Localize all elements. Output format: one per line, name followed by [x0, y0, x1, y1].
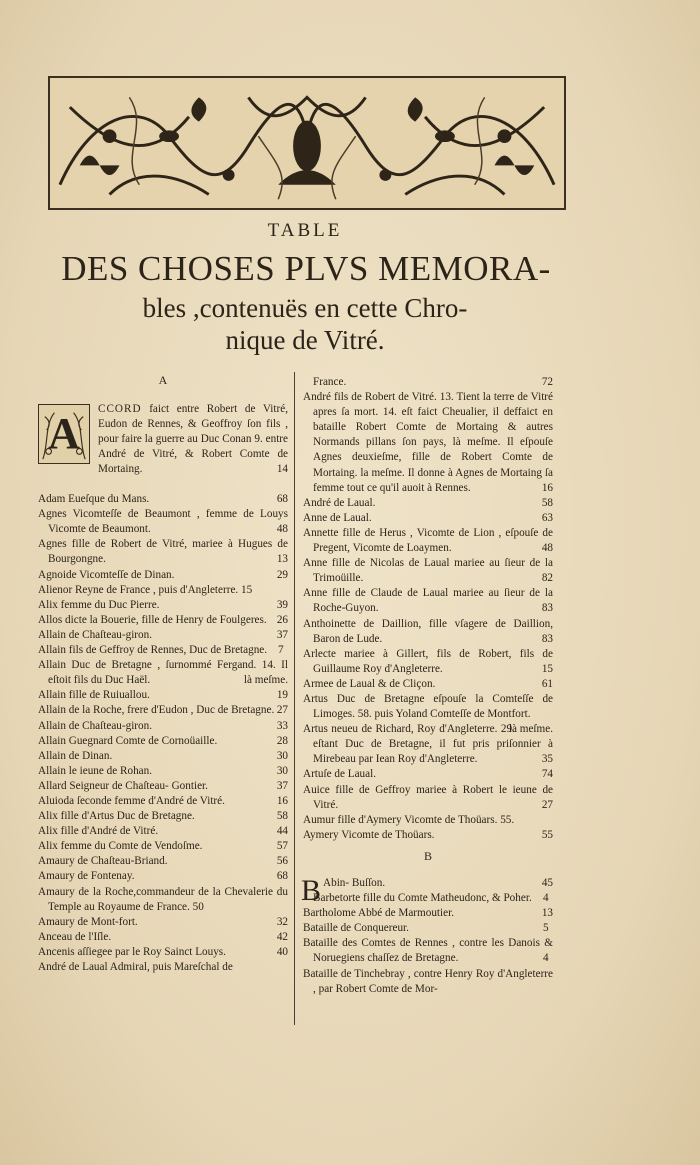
index-entry — [38, 598, 288, 613]
entry-page-number: 57 — [276, 840, 288, 853]
entry-page-number: 39 — [276, 598, 288, 611]
entry-text: Aymery Vicomte de Thoüars. — [303, 828, 435, 841]
entry-text: Amaury de Fontenay. — [38, 870, 135, 883]
entry-page-number: 19 — [276, 689, 288, 702]
right-column — [303, 375, 553, 997]
entry-page-number: 33 — [276, 719, 288, 732]
entry-page-number: 30 — [276, 749, 288, 762]
entry-page-number: là meſme. — [243, 674, 288, 687]
entry-page-number: 68 — [276, 493, 288, 506]
entry-page-number: 61 — [541, 677, 553, 690]
index-entry — [303, 647, 553, 677]
entry-page-number: 5 — [543, 922, 549, 935]
index-entry — [38, 945, 288, 960]
entry-page-number: 32 — [276, 915, 288, 928]
entry-text: Alix femme du Duc Pierre. — [38, 598, 160, 611]
left-entry-list — [38, 492, 288, 975]
entry-text: Bartholome Abbé de Marmoutier. — [303, 907, 454, 920]
entry-page-number: 28 — [276, 734, 288, 747]
entry-text: France. — [313, 376, 347, 388]
index-entry — [38, 507, 288, 537]
index-entry — [303, 813, 553, 828]
entry-text: Allos dicte la Bouerie, fille de Henry de Foulgeres. — [38, 613, 267, 626]
entry-page-number: 30 — [276, 764, 288, 777]
index-entry — [38, 537, 288, 567]
entry-text: Allain de Dinan. — [38, 749, 113, 762]
index-entry — [38, 794, 288, 809]
entry-text: Ancenis aſſiegee par le Roy Sainct Louys. — [38, 945, 226, 958]
first-entry-page: 14 — [276, 463, 288, 476]
index-entry — [38, 583, 288, 598]
index-entry — [38, 734, 288, 749]
entry-page-number: 63 — [541, 511, 553, 524]
index-entry — [38, 930, 288, 945]
index-entry — [38, 749, 288, 764]
section-letter-b: B — [423, 848, 432, 863]
entry-text: Auice fille de Geffroy mariee à Robert le ieune de Vitré. — [303, 783, 553, 811]
entry-page-number: 44 — [276, 825, 288, 838]
entry-text: Agnoide Vicomteſſe de Dinan. — [38, 568, 175, 581]
index-entry — [303, 891, 553, 906]
entry-text: Annette fille de Herus , Vicomte de Lion , eſpouſe de Pregent, Vicomte de Loaymen. — [303, 526, 553, 555]
index-entry — [38, 613, 288, 628]
entry-text: Allain Duc de Bretagne , ſurnommé Fergand. 14. Il eſtoit fils du Duc Haël. — [38, 659, 288, 687]
index-entry — [303, 767, 553, 782]
entry-text: Allard Seigneur de Chaſteau- Gontier. — [38, 779, 208, 792]
index-entry — [38, 824, 288, 839]
entry-text: Amaury de la Roche,commandeur de la Chevalerie du Temple au Royaume de France. 50 — [38, 885, 288, 913]
entry-page-number: 7 — [278, 644, 284, 657]
entry-page-number: 27 — [541, 798, 553, 811]
index-entry — [38, 628, 288, 643]
index-entry — [303, 722, 553, 767]
index-entry — [303, 783, 553, 813]
index-entry — [38, 854, 288, 869]
index-entry — [303, 828, 553, 843]
entry-text: Amaury de Mont-fort. — [38, 915, 138, 928]
index-entry — [38, 869, 288, 884]
entry-text: Allain fille de Ruiuallou. — [38, 689, 150, 702]
entry-text: Alienor Reyne de France , puis d'Angleterre. 15 — [38, 583, 253, 596]
column-divider — [294, 372, 295, 1025]
entry-page-number: 55 — [541, 828, 553, 841]
entry-text: Alix fille d'André de Vitré. — [38, 825, 159, 838]
right-entry-list-a — [303, 375, 553, 843]
entry-page-number: 56 — [276, 855, 288, 868]
entry-page-number: 37 — [276, 628, 288, 641]
right-entry-list-b — [303, 891, 553, 997]
index-entry — [303, 390, 553, 496]
index-entry — [303, 617, 553, 647]
index-entry — [38, 960, 288, 975]
entry-text: Bataille des Comtes de Rennes , contre les Danois & Noruegiens chaſſez de Bretagne. — [303, 937, 553, 965]
index-entry — [303, 556, 553, 586]
entry-text: Allain de Chaſteau-giron. — [38, 628, 153, 641]
left-column — [38, 373, 288, 975]
index-entry — [38, 915, 288, 930]
entry-page-number: 83 — [541, 632, 553, 645]
entry-text: Agnes Vicomteſſe de Beaumont , femme de Louys Vicomte de Beaumont. — [38, 508, 288, 536]
entry-page-number: 40 — [276, 945, 288, 958]
entry-page-number: 13 — [276, 553, 288, 566]
main-title: DES CHOSES PLVS MEMORA- — [61, 249, 551, 288]
entry-page-number: 4 — [543, 952, 549, 965]
index-entry — [303, 967, 553, 997]
index-entry — [38, 688, 288, 703]
first-b-entry-page: 45 — [541, 877, 553, 889]
index-entry — [303, 677, 553, 692]
entry-page-number: 42 — [276, 930, 288, 943]
entry-text: Allain de la Roche, frere d'Eudon , Duc de Bretagne. — [38, 704, 275, 717]
entry-text: Barbetorte fille du Comte Matheudonc, & Poher. — [313, 892, 532, 905]
entry-page-number: 58 — [276, 810, 288, 823]
entry-page-number: 27 — [276, 704, 288, 717]
entry-page-number: 58 — [541, 496, 553, 509]
entry-text: Artus Duc de Bretagne eſpouſe la Comteſſe de Limoges. 58. puis Yoland Comteſſe de Montfort. — [303, 692, 553, 721]
index-entry — [303, 692, 553, 736]
entry-page-number: 82 — [541, 572, 553, 585]
section-letter-a: A — [158, 373, 168, 387]
index-entry — [38, 779, 288, 794]
subtitle-line-2: nique de Vitré. — [225, 325, 385, 355]
entry-text: André fils de Robert de Vitré. 13. Tient la terre de Vitré apres ſa mort. 14. eſt faict Cheualier, il deffaict en bataille Robert Comte de Mortaing & autres Normands pillans ſon pays, là meſme. Il eſpouſe Agnes deuxieſme, fille de Robert Comte de Mortaing. la meſme. Il donne à Agnes de Mortaing ſa femme tout ce qu'il auoit à Rennes. — [303, 391, 553, 494]
index-entry — [38, 658, 288, 688]
entry-page-number: 37 — [276, 779, 288, 792]
entry-text: Bataille de Conquereur. — [303, 922, 409, 935]
entry-text: André de Laual Admiral, puis Mareſchal de — [38, 961, 233, 973]
entry-page-number: 13 — [541, 907, 553, 920]
table-heading: TABLE — [267, 220, 343, 241]
first-entry-lead: CCORD — [98, 403, 142, 416]
entry-page-number: 83 — [541, 602, 553, 615]
entry-text: Allain fils de Geffroy de Rennes, Duc de Bretagne. — [38, 644, 268, 657]
entry-text: Arlecte mariee à Gillert, fils de Robert, fils de Guillaume Roy d'Angleterre. — [303, 647, 553, 675]
entry-text: Armee de Laual & de Cliçon. — [303, 677, 436, 690]
entry-text: Agnes fille de Robert de Vitré, mariee à Hugues de Bourgongne. — [38, 538, 288, 566]
entry-page-number: 48 — [276, 523, 288, 536]
entry-page-number: 35 — [541, 753, 553, 766]
entry-text: Bataille de Tinchebray , contre Henry Roy d'Angleterre , par Robert Comte de Mor- — [303, 967, 553, 995]
index-entry — [38, 492, 288, 507]
index-entry — [38, 568, 288, 583]
index-entry — [303, 511, 553, 526]
entry-text: Anne fille de Nicolas de Laual mariee au ſieur de la Trimoüille. — [303, 557, 553, 585]
entry-page-number: 16 — [541, 481, 553, 494]
index-entry — [303, 375, 553, 390]
entry-text: Allain de Chaſteau-giron. — [38, 719, 153, 732]
index-entry — [303, 906, 553, 921]
index-entry — [38, 885, 288, 915]
entry-page-number: 26 — [276, 613, 288, 626]
index-entry — [303, 526, 553, 556]
first-entry — [38, 402, 288, 492]
subtitle-line-1: bles ,contenuës en cette Chro- — [142, 293, 468, 323]
b-initial: B — [301, 874, 322, 907]
entry-text: Adam Eueſque du Mans. — [38, 493, 150, 506]
foliage-ornament-icon — [50, 78, 564, 208]
entry-page-number: 15 — [541, 662, 553, 675]
index-entry — [38, 839, 288, 854]
index-entry — [303, 936, 553, 966]
index-entry — [303, 921, 553, 936]
index-entry — [303, 586, 553, 616]
entry-page-number: 68 — [276, 870, 288, 883]
ornamental-headpiece — [48, 76, 566, 210]
entry-text: Aluioda ſeconde femme d'André de Vitré. — [38, 794, 225, 807]
entry-text: Anne de Laual. — [303, 511, 372, 524]
entry-text: Allain Guegnard Comte de Cornoüaille. — [38, 734, 218, 747]
subtitle — [0, 292, 610, 356]
entry-text: Artuſe de Laual. — [303, 768, 376, 781]
entry-text: André de Laual. — [303, 496, 376, 509]
index-entry — [38, 764, 288, 779]
entry-page-number: 48 — [541, 542, 553, 555]
entry-page-number: 29 — [276, 568, 288, 581]
entry-text: Anne fille de Claude de Laual mariee au ſieur de la Roche-Guyon. — [303, 587, 553, 615]
entry-text: Allain le ieune de Rohan. — [38, 764, 153, 777]
entry-page-number: 16 — [276, 794, 288, 807]
index-entry — [38, 703, 288, 718]
entry-text: Artus neueu de Richard, Roy d'Angleterre. 29. eſtant Duc de Bretagne, il fut pris priſonnier à Mirebeau par Iean Roy d'Angleterre. — [303, 723, 553, 766]
index-entry — [38, 643, 288, 658]
first-entry-body: faict entre Robert de Vitré, Eudon de Rennes, & Geoffroy ſon fils , pour faire la guerre au Duc Conan 9. entre André de Vitré, & Robert Comte de Mortaing. — [98, 403, 288, 476]
entry-page-number: 72 — [541, 376, 553, 388]
decorated-initial-a — [38, 404, 90, 464]
entry-text: Alix fille d'Artus Duc de Bretagne. — [38, 810, 195, 823]
entry-text: Anceau de l'Iſle. — [38, 930, 112, 943]
dropcap-letter: A — [48, 409, 80, 459]
index-entry — [38, 719, 288, 734]
entry-page-number: là meſme. — [508, 723, 553, 736]
entry-text: Aumur fille d'Aymery Vicomte de Thoüars. 55. — [303, 813, 515, 826]
entry-text: Alix femme du Comte de Vendoſme. — [38, 840, 203, 853]
entry-page-number: 4 — [543, 892, 549, 905]
index-entry — [303, 496, 553, 511]
entry-page-number: 74 — [541, 768, 553, 781]
index-entry — [38, 809, 288, 824]
first-b-entry-text: Abin- Buſſon. — [323, 877, 386, 889]
entry-text: Amaury de Chaſteau-Briand. — [38, 855, 168, 868]
entry-text: Anthoinette de Daillion, fille vſagere de Daillion, Baron de Lude. — [303, 617, 553, 645]
